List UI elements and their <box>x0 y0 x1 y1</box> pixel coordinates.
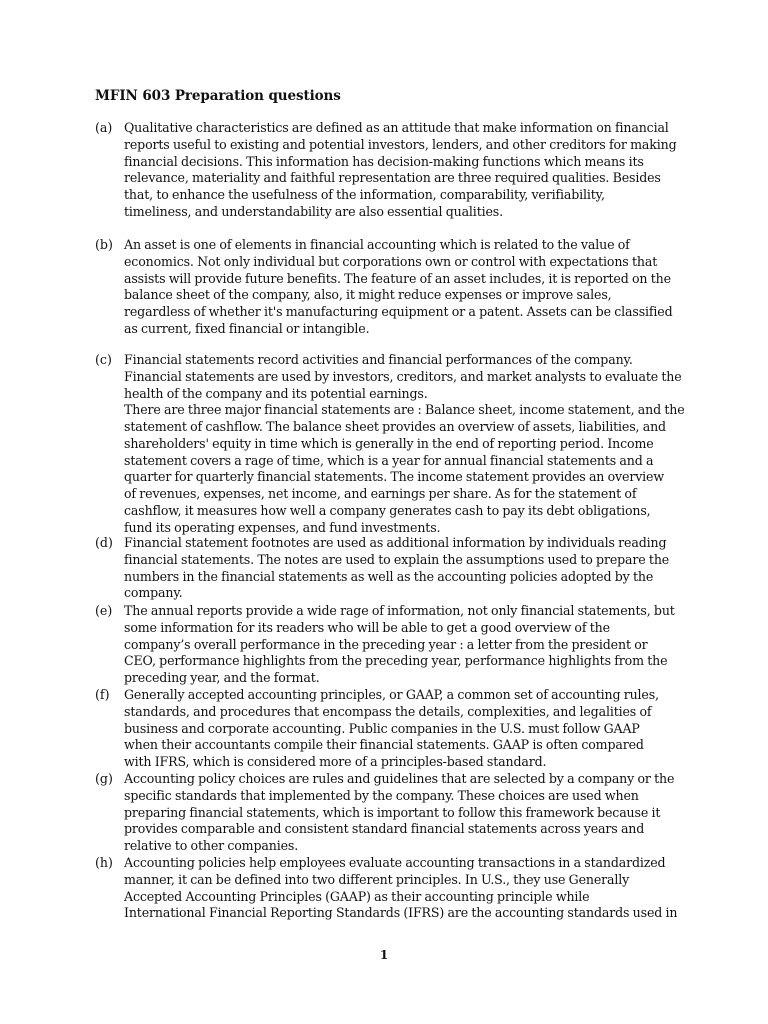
text-line: The annual reports provide a wide rage of information, not only financial statements, but <box>124 603 675 618</box>
text-line: standards, and procedures that encompass the details, complexities, and legalities of <box>124 703 652 719</box>
question-text <box>124 855 678 922</box>
question-text <box>124 771 675 855</box>
text-line: Financial statement footnotes are used as additional information by individuals reading <box>124 535 667 550</box>
text-line: company’s overall performance in the preceding year : a letter from the president or <box>124 636 648 652</box>
text-line: shareholders' equity in time which is generally in the end of reporting period. Income <box>124 435 654 451</box>
text-line: health of the company and its potential earnings. <box>124 385 428 401</box>
question-text <box>124 535 672 602</box>
text-line: Financial statements are used by investors, creditors, and market analysts to evaluate the <box>124 368 682 384</box>
document-title: MFIN 603 Preparation questions <box>95 88 341 104</box>
text-line: timeliness, and understandability are also essential qualities. <box>124 203 503 219</box>
text-line: Accounting policies help employees evaluate accounting transactions in a standardized <box>124 855 666 870</box>
text-line: regardless of whether it's manufacturing equipment or a patent. Assets can be classified <box>124 304 673 319</box>
text-line: company. <box>124 585 183 601</box>
page-number: 1 <box>379 948 389 962</box>
text-line: Accounting policy choices are rules and guidelines that are selected by a company or the <box>124 771 675 786</box>
text-line: Qualitative characteristics are defined as an attitude that make information on financial <box>124 120 669 135</box>
text-line: manner, it can be defined into two different principles. In U.S., they use Generally <box>124 871 630 887</box>
text-line: that, to enhance the usefulness of the information, comparability, verifiability, <box>124 187 605 202</box>
text-line: relevance, materiality and faithful representation are three required qualities. Besides <box>124 170 661 186</box>
question-label: (d) <box>95 535 113 550</box>
text-line: There are three major financial statements are : Balance sheet, income statement, and the <box>124 402 685 418</box>
text-line: numbers in the financial statements as well as the accounting policies adopted by the <box>124 568 654 584</box>
text-line: Financial statements record activities and financial performances of the company. <box>124 352 633 367</box>
text-line: An asset is one of elements in financial accounting which is related to the value of <box>124 237 630 252</box>
question-label: (a) <box>95 120 113 135</box>
text-line: preparing financial statements, which is important to follow this framework because it <box>124 804 661 820</box>
text-line: balance sheet of the company, also, it might reduce expenses or improve sales, <box>124 287 612 303</box>
text-line: when their accountants compile their financial statements. GAAP is often compared <box>124 737 644 753</box>
text-line: some information for its readers who will be able to get a good overview of the <box>124 619 610 635</box>
question-text <box>124 603 675 687</box>
text-line: CEO, performance highlights from the preceding year, performance highlights from the <box>124 653 668 669</box>
text-line: preceding year, and the format. <box>124 670 320 685</box>
question-text <box>124 352 685 536</box>
text-line: provides comparable and consistent standard financial statements across years and <box>124 821 645 837</box>
question-text <box>124 120 677 221</box>
text-line: with IFRS, which is considered more of a principles-based standard. <box>124 754 547 769</box>
text-line: of revenues, expenses, net income, and earnings per share. As for the statement of <box>124 486 637 501</box>
question-text <box>124 237 672 338</box>
question-label: (e) <box>95 603 113 618</box>
text-line: assists will provide future benefits. The feature of an asset includes, it is reported on the <box>124 270 671 286</box>
question-label: (b) <box>95 237 113 252</box>
question-text <box>124 687 672 771</box>
question-label: (f) <box>95 687 110 702</box>
text-line: statement covers a rage of time, which is a year for annual financial statements and a <box>124 452 654 468</box>
text-line: Generally accepted accounting principles, or GAAP, a common set of accounting rules, <box>124 687 659 702</box>
text-line: statement of cashflow. The balance sheet provides an overview of assets, liabilities, and <box>124 419 666 434</box>
question-label: (c) <box>95 352 112 367</box>
text-line: cashflow, it measures how well a company generates cash to pay its debt obligations, <box>124 502 651 518</box>
text-line: International Financial Reporting Standards (IFRS) are the accounting standards used in <box>124 905 678 921</box>
text-line: financial statements. The notes are used to explain the assumptions used to prepare the <box>124 551 670 567</box>
text-line: Accepted Accounting Principles (GAAP) as their accounting principle while <box>124 888 590 904</box>
text-line: specific standards that implemented by the company. These choices are used when <box>124 787 639 803</box>
question-label: (g) <box>95 771 113 786</box>
text-line: reports useful to existing and potential investors, lenders, and other creditors for making <box>124 136 677 152</box>
text-line: financial decisions. This information has decision-making functions which means its <box>124 153 644 169</box>
text-line: as current, fixed financial or intangible. <box>124 320 370 336</box>
text-line: economics. Not only individual but corporations own or control with expectations that <box>124 253 658 269</box>
text-line: quarter for quarterly financial statements. The income statement provides an overview <box>124 469 664 485</box>
text-line: relative to other companies. <box>124 838 299 853</box>
text-line: fund its operating expenses, and fund investments. <box>124 519 441 535</box>
text-line: business and corporate accounting. Public companies in the U.S. must follow GAAP <box>124 720 640 736</box>
question-label: (h) <box>95 855 113 870</box>
